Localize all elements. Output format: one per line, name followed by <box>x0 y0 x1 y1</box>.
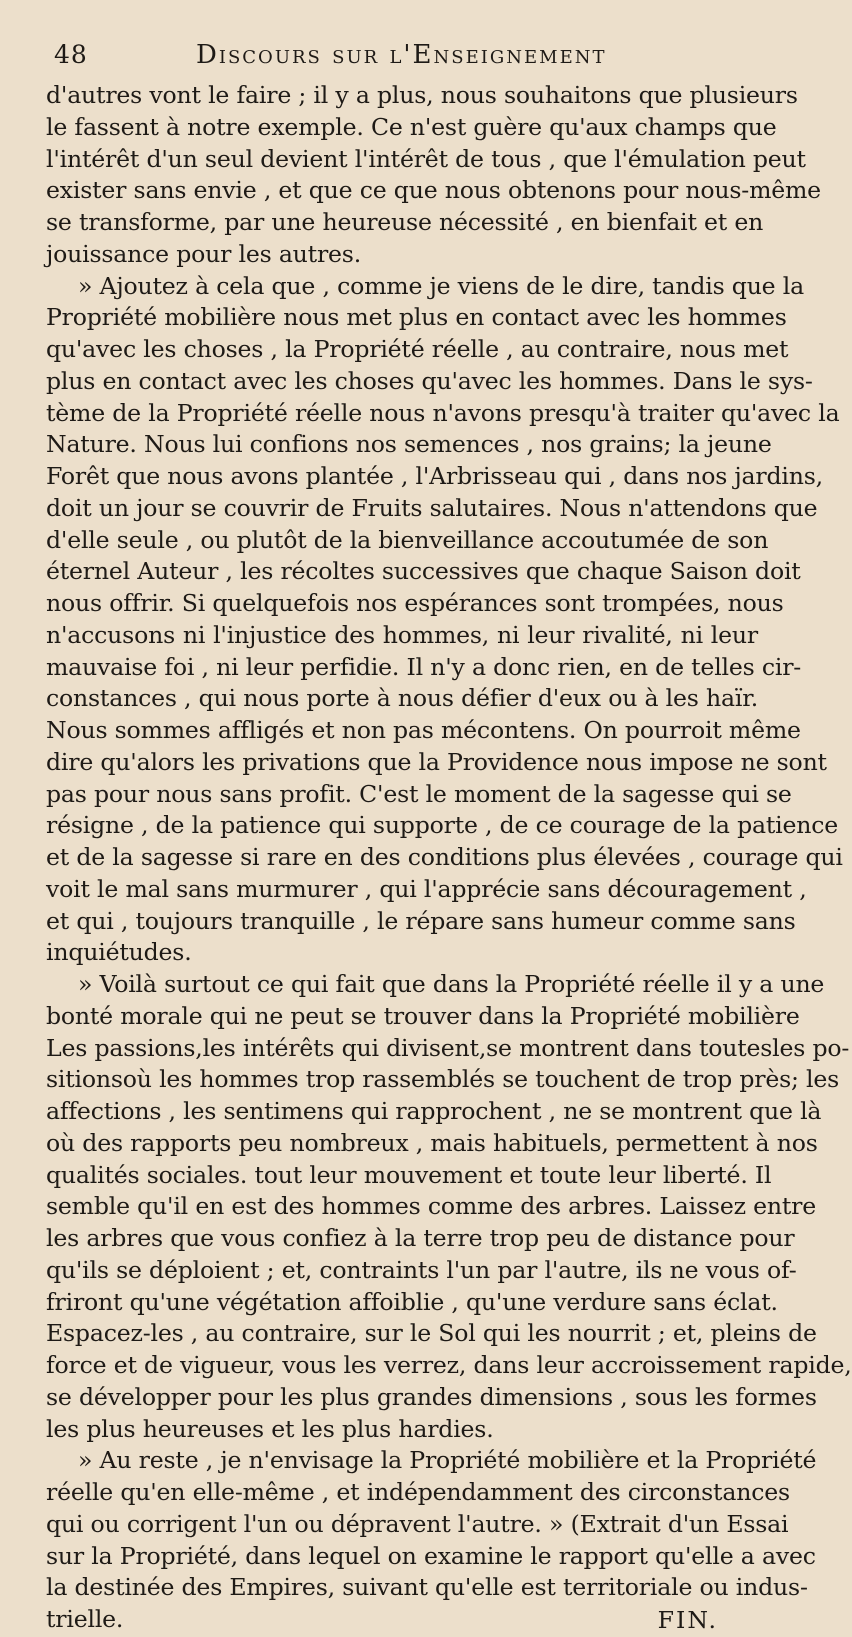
text-line: résigne , de la patience qui supporte , de ce courage de la patience <box>46 811 839 840</box>
text-line: Espacez-les , au contraire, sur le Sol qui les nourrit ; et, pleins de <box>46 1319 817 1348</box>
text-line: Forêt que nous avons plantée , l'Arbrisseau qui , dans nos jardins, <box>46 462 823 490</box>
text-line: mauvaise foi , ni leur perfidie. Il n'y a donc rien, en de telles cir- <box>46 652 802 681</box>
text-line: bonté morale qui ne peut se trouver dans la Propriété mobilière <box>46 1001 800 1030</box>
text-line: force et de vigueur, vous les verrez, dans leur accroissement rapide, <box>46 1351 852 1379</box>
text-line: nous offrir. Si quelquefois nos espérances sont trompées, nous <box>46 589 784 617</box>
text-line: inquiétudes. <box>46 938 192 967</box>
text-line: l'intérêt d'un seul devient l'intérêt de tous , que l'émulation peut <box>46 144 806 173</box>
text-line: qu'avec les choses , la Propriété réelle , au contraire, nous met <box>46 335 789 363</box>
text-line: » Ajoutez à cela que , comme je viens de le dire, tandis que la <box>78 271 804 300</box>
text-line: éternel Auteur , les récoltes successives que chaque Saison doit <box>46 557 801 586</box>
text-line: qualités sociales. tout leur mouvement et toute leur liberté. Il <box>46 1160 772 1189</box>
text-line: tème de la Propriété réelle nous n'avons presqu'à traiter qu'avec la <box>46 398 840 427</box>
text-line: le fassent à notre exemple. Ce n'est guère qu'aux champs que <box>46 112 777 141</box>
text-line: sur la Propriété, dans lequel on examine le rapport qu'elle a avec <box>46 1541 816 1570</box>
body-text <box>46 80 852 1637</box>
text-line: » Voilà surtout ce qui fait que dans la Propriété réelle il y a une <box>78 970 825 998</box>
text-line: Nature. Nous lui confions nos semences , nos grains; la jeune <box>46 430 772 459</box>
text-line: se développer pour les plus grandes dimensions , sous les formes <box>46 1382 817 1411</box>
text-line: se transforme, par une heureuse nécessité , en bienfait et en <box>46 208 764 236</box>
text-line: et de la sagesse si rare en des conditions plus élevées , courage qui <box>46 843 843 871</box>
text-line: d'autres vont le faire ; il y a plus, nous souhaitons que plusieurs <box>46 81 798 109</box>
text-line: où des rapports peu nombreux , mais habituels, permettent à nos <box>46 1128 818 1157</box>
page-header <box>46 40 758 74</box>
text-line: semble qu'il en est des hommes comme des arbres. Laissez entre <box>46 1192 816 1221</box>
finis-mark: FIN. <box>657 1605 718 1634</box>
text-line: constances , qui nous porte à nous défier d'eux ou à les haïr. <box>46 684 758 713</box>
text-line: qu'ils se déploient ; et, contraints l'un par l'autre, ils ne vous of- <box>46 1255 797 1284</box>
text-line: » Au reste , je n'envisage la Propriété mobilière et la Propriété <box>78 1446 817 1475</box>
text-line: la destinée des Empires, suivant qu'elle est territoriale ou indus- <box>46 1573 808 1602</box>
text-line: plus en contact avec les choses qu'avec les hommes. Dans le sys- <box>46 366 813 395</box>
text-line: et qui , toujours tranquille , le répare sans humeur comme sans <box>46 906 796 935</box>
text-line: Propriété mobilière nous met plus en contact avec les hommes <box>46 303 787 332</box>
text-line: exister sans envie , et que ce que nous obtenons pour nous-même <box>46 176 821 205</box>
text-line: jouissance pour les autres. <box>46 239 362 268</box>
text-line: qui ou corrigent l'un ou dépravent l'autre. » (Extrait d'un Essai <box>46 1509 789 1538</box>
text-line: Nous sommes affligés et non pas mécontens. On pourroit même <box>46 716 801 744</box>
text-line: d'elle seule , ou plutôt de la bienveillance accoutumée de son <box>46 525 769 554</box>
text-line: sitionsoù les hommes trop rassemblés se touchent de trop près; les <box>46 1065 840 1094</box>
text-line: pas pour nous sans profit. C'est le moment de la sagesse qui se <box>46 779 792 808</box>
text-line: Les passions,les intérêts qui divisent,se montrent dans toutesles po- <box>46 1033 850 1062</box>
running-head: Discours sur l'Enseignement <box>196 40 607 70</box>
text-line: affections , les sentimens qui rapprochent , ne se montrent que là <box>46 1097 822 1125</box>
page-number: 48 <box>54 40 88 69</box>
text-line: les plus heureuses et les plus hardies. <box>46 1414 494 1443</box>
text-line: voit le mal sans murmurer , qui l'apprécie sans découragement , <box>46 874 807 903</box>
text-line: doit un jour se couvrir de Fruits salutaires. Nous n'attendons que <box>46 493 818 522</box>
text-line: dire qu'alors les privations que la Providence nous impose ne sont <box>46 747 827 776</box>
text-line: les arbres que vous confiez à la terre trop peu de distance pour <box>46 1224 795 1252</box>
text-line: trielle. <box>46 1605 124 1633</box>
text-line: friront qu'une végétation affoiblie , qu'une verdure sans éclat. <box>46 1287 778 1316</box>
text-line: n'accusons ni l'injustice des hommes, ni leur rivalité, ni leur <box>46 620 758 649</box>
text-line: réelle qu'en elle-même , et indépendamment des circonstances <box>46 1478 790 1506</box>
